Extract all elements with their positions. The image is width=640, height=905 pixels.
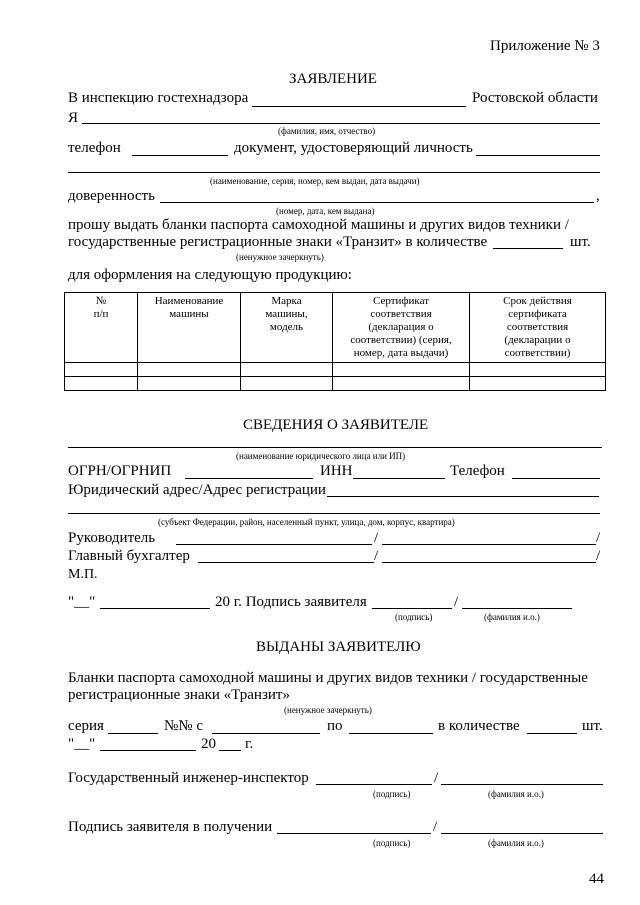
table-cell[interactable] <box>470 377 606 391</box>
applicant-name-hint: (наименование юридического лица или ИП) <box>236 451 406 461</box>
receipt-slash: / <box>433 819 438 835</box>
accountant-signature-field[interactable] <box>198 562 374 563</box>
inn-label: ИНН <box>320 463 353 479</box>
product-table <box>64 292 606 391</box>
applicant-sign-hint: (подпись) <box>395 612 433 622</box>
head-signature-field[interactable] <box>176 544 372 545</box>
head-slash-end: / <box>596 530 601 546</box>
fio-hint: (фамилия, имя, отчество) <box>278 126 376 136</box>
inspector-name-hint: (фамилия и.о.) <box>488 789 544 799</box>
table-cell[interactable] <box>470 363 606 377</box>
to-label: по <box>327 718 343 734</box>
receipt-signature-field[interactable] <box>277 833 431 834</box>
request-line-1: прошу выдать бланки паспорта самоходной машины и других видов техники / <box>68 217 569 233</box>
issued-unit: шт. <box>582 718 603 734</box>
table-row <box>65 377 606 391</box>
applicant-signature-field[interactable] <box>372 608 452 609</box>
table-cell[interactable] <box>333 377 470 391</box>
strike-hint: (ненужное зачеркнуть) <box>236 252 324 262</box>
ogrn-field[interactable] <box>185 478 313 479</box>
issued-quantity-field[interactable] <box>527 733 577 734</box>
page-title: ЗАЯВЛЕНИЕ <box>289 71 377 87</box>
address-label: Юридический адрес/Адрес регистрации <box>68 482 326 498</box>
address-field[interactable] <box>327 496 599 497</box>
head-label: Руководитель <box>68 530 156 546</box>
applicant-name-hint: (фамилия и.о.) <box>484 612 540 622</box>
table-cell[interactable] <box>65 363 138 377</box>
applicant-phone-field[interactable] <box>512 478 600 479</box>
request-line-2: государственные регистрационные знаки «Транзит» в количестве <box>68 234 488 250</box>
applicant-date-field[interactable] <box>100 608 210 609</box>
address-field-2[interactable] <box>68 513 600 514</box>
inspector-name-field[interactable] <box>441 784 603 785</box>
fio-field[interactable] <box>82 123 600 124</box>
table-cell[interactable] <box>333 363 470 377</box>
header-certificate: Сертификат соответствия (декларация о соответствии) (серия, номер, дата выдачи) <box>333 293 470 363</box>
inspector-label: Государственный инженер-инспектор <box>68 770 309 786</box>
issued-date-field[interactable] <box>100 750 196 751</box>
numbers-to-field[interactable] <box>349 733 433 734</box>
table-cell[interactable] <box>65 377 138 391</box>
head-name-field[interactable] <box>382 544 596 545</box>
phone-label: телефон <box>68 140 121 156</box>
inspection-prefix: В инспекцию гостехнадзора <box>68 90 249 106</box>
poa-hint: (номер, дата, кем выдана) <box>276 206 375 216</box>
receipt-name-field[interactable] <box>441 833 603 834</box>
numbers-from-label: №№ с <box>164 718 204 734</box>
inspection-suffix: Ростовской области <box>472 90 598 106</box>
issued-year: 20 <box>201 736 216 752</box>
address-hint: (субъект Федерации, район, населенный пункт, улица, дом, корпус, квартира) <box>158 517 455 527</box>
issued-line-2: регистрационные знаки «Транзит» <box>68 687 290 703</box>
inspection-field[interactable] <box>252 106 466 107</box>
ya-label: Я <box>68 110 79 126</box>
header-validity: Срок действия сертификата соответствия (декларации о соответствии) <box>470 293 606 363</box>
accountant-slash: / <box>374 548 379 564</box>
accountant-label: Главный бухгалтер <box>68 548 190 564</box>
table-cell[interactable] <box>138 363 241 377</box>
accountant-name-field[interactable] <box>382 562 596 563</box>
issued-date-quotes: "__" <box>68 736 96 752</box>
poa-comma: , <box>596 188 600 204</box>
appendix-label: Приложение № 3 <box>490 38 600 54</box>
issued-line-1: Бланки паспорта самоходной машины и других видов техники / государственные <box>68 670 588 686</box>
phone-field[interactable] <box>132 155 228 156</box>
receipt-label: Подпись заявителя в получении <box>68 819 273 835</box>
ogrn-label: ОГРН/ОГРНИП <box>68 463 172 479</box>
inspector-signature-field[interactable] <box>316 784 432 785</box>
applicant-heading: СВЕДЕНИЯ О ЗАЯВИТЕЛЕ <box>243 417 429 433</box>
applicant-date-quotes: "__" <box>68 594 96 610</box>
issued-strike-hint: (ненужное зачеркнуть) <box>284 705 372 715</box>
inspector-sign-hint: (подпись) <box>373 789 411 799</box>
id-doc-label: документ, удостоверяющий личность <box>234 140 473 156</box>
header-model: Марка машины, модель <box>241 293 333 363</box>
id-doc-field[interactable] <box>476 155 600 156</box>
numbers-from-field[interactable] <box>212 733 320 734</box>
poa-field[interactable] <box>160 202 594 203</box>
series-label: серия <box>68 718 104 734</box>
request-unit: шт. <box>570 234 591 250</box>
id-doc-hint: (наименование, серия, номер, кем выдан, дата выдачи) <box>210 176 420 186</box>
header-machine-name: Наименование машины <box>138 293 241 363</box>
issued-year-suffix: г. <box>245 736 254 752</box>
product-line: для оформления на следующую продукцию: <box>68 267 352 283</box>
inn-field[interactable] <box>353 478 445 479</box>
table-cell[interactable] <box>241 363 333 377</box>
table-cell[interactable] <box>138 377 241 391</box>
applicant-year-sign: 20 г. Подпись заявителя <box>215 594 367 610</box>
receipt-name-hint: (фамилия и.о.) <box>488 838 544 848</box>
receipt-sign-hint: (подпись) <box>373 838 411 848</box>
id-doc-field-2[interactable] <box>68 172 600 173</box>
applicant-phone-label: Телефон <box>450 463 505 479</box>
table-row <box>65 363 606 377</box>
series-field[interactable] <box>108 733 158 734</box>
applicant-sign-slash: / <box>454 594 459 610</box>
accountant-slash-end: / <box>596 548 601 564</box>
inspector-slash: / <box>434 770 439 786</box>
head-slash: / <box>374 530 379 546</box>
applicant-name-field[interactable] <box>68 447 602 448</box>
issued-heading: ВЫДАНЫ ЗАЯВИТЕЛЮ <box>256 639 421 655</box>
header-number: № п/п <box>65 293 138 363</box>
page-number: 44 <box>589 871 604 887</box>
quantity-field[interactable] <box>493 248 563 249</box>
poa-label: доверенность <box>68 188 155 204</box>
applicant-name-field[interactable] <box>462 608 572 609</box>
table-header-row <box>65 293 606 363</box>
mp-label: М.П. <box>68 567 98 582</box>
issued-year-field[interactable] <box>219 750 241 751</box>
table-cell[interactable] <box>241 377 333 391</box>
issued-quantity-label: в количестве <box>438 718 520 734</box>
